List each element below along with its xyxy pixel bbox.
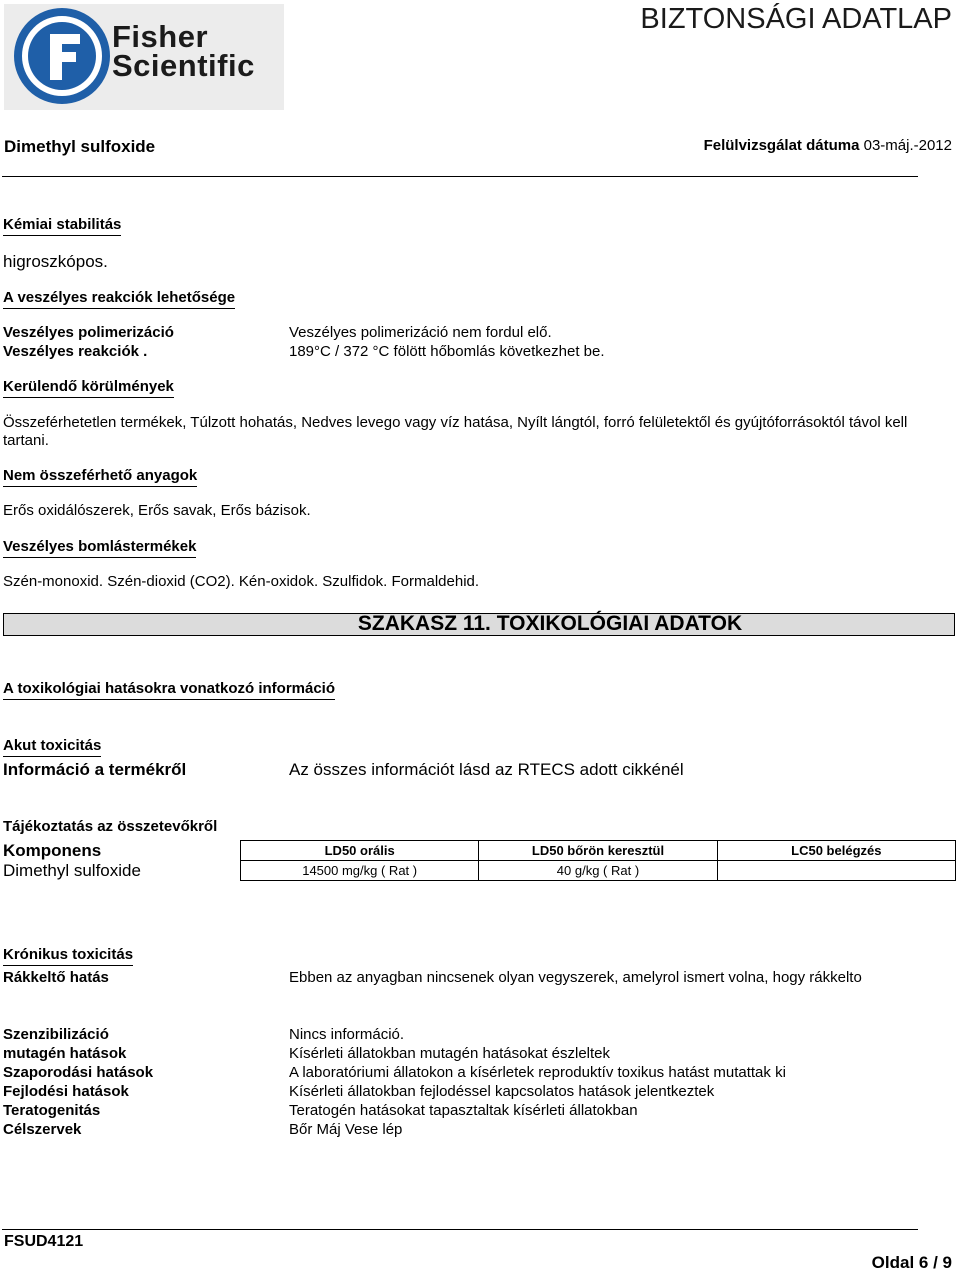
table-header-cell: LD50 orális	[241, 841, 479, 861]
component-name: Dimethyl sulfoxide	[3, 861, 141, 880]
table-cell	[717, 861, 955, 881]
reproductive-label: Szaporodási hatások	[3, 1064, 154, 1081]
mutagenic-label: mutagén hatások	[3, 1045, 127, 1062]
carcinogenic-value: Ebben az anyagban nincsenek olyan vegyszerek, amelyrol ismert volna, hogy rákkelto	[289, 969, 862, 986]
product-info-value: Az összes információt lásd az RTECS adott cikkénél	[289, 760, 684, 779]
components-label: Komponens	[3, 841, 102, 860]
product-name: Dimethyl sulfoxide	[4, 137, 156, 156]
product-info-label: Információ a termékről	[3, 760, 187, 779]
hazardous-reactions-value: 189°C / 372 °C fölött hőbomlás következhet be.	[289, 343, 605, 360]
target-organs-value: Bőr Máj Vese lép	[289, 1121, 403, 1138]
hazardous-polymerization-label: Veszélyes polimerizáció	[3, 324, 174, 341]
ld50-table	[240, 840, 956, 881]
footer-code: FSUD4121	[4, 1233, 84, 1250]
page-number	[872, 1253, 952, 1273]
table-header-cell: LC50 belégzés	[717, 841, 955, 861]
section-title: SZAKASZ 11. TOXIKOLÓGIAI ADATOK	[357, 612, 743, 635]
revision-date	[704, 137, 952, 154]
stability-text: higroszkópos.	[3, 252, 108, 271]
document-title: BIZTONSÁGI ADATLAP	[640, 3, 952, 35]
incompatible-heading: Nem összeférhető anyagok	[3, 467, 197, 487]
revision-date-value: 03-máj.-2012	[863, 137, 952, 154]
conditions-text: Összeférhetetlen termékek, Túlzott hohatás, Nedves levego vagy víz hatása, Nyílt lángtól, forró felületektől és gyújtóforrásoktól távol kell tartani.	[3, 414, 908, 449]
sensitization-value: Nincs információ.	[289, 1026, 405, 1043]
reproductive-value: A laboratóriumi állatokon a kísérletek reproduktív toxikus hatást mutattak ki	[289, 1064, 786, 1081]
target-organs-label: Célszervek	[3, 1121, 82, 1138]
table-cell: 40 g/kg ( Rat )	[479, 861, 717, 881]
table-row	[241, 861, 956, 881]
decomposition-text: Szén-monoxid. Szén-dioxid (CO2). Kén-oxidok. Szulfidok. Formaldehid.	[3, 573, 480, 590]
stability-heading: Kémiai stabilitás	[3, 216, 121, 236]
decomposition-heading: Veszélyes bomlástermékek	[3, 538, 196, 558]
logo-line-1: Fisher	[112, 19, 209, 54]
page-label: Oldal	[871, 1253, 915, 1272]
hazardous-reactions-label: Veszélyes reakciók .	[3, 343, 148, 360]
header-divider	[2, 176, 918, 177]
page-value: 6 / 9	[918, 1253, 952, 1272]
hazardous-reactions-heading: A veszélyes reakciók lehetősége	[3, 289, 235, 309]
revision-label: Felülvizsgálat dátuma	[703, 137, 860, 154]
sensitization-label: Szenzibilizáció	[3, 1026, 109, 1043]
chronic-toxicity-heading: Krónikus toxicitás	[3, 946, 133, 966]
components-heading: Tájékoztatás az összetevőkről	[3, 818, 218, 835]
table-cell: 14500 mg/kg ( Rat )	[241, 861, 479, 881]
footer-divider	[2, 1229, 918, 1230]
developmental-value: Kísérleti állatokban fejlodéssel kapcsolatos hatások jelentkeztek	[289, 1083, 715, 1100]
toxicology-info-heading: A toxikológiai hatásokra vonatkozó információ	[3, 680, 335, 700]
logo-wordmark	[112, 19, 255, 83]
mutagenic-value: Kísérleti állatokban mutagén hatásokat észleltek	[289, 1045, 611, 1062]
carcinogenic-label: Rákkeltő hatás	[3, 969, 109, 986]
table-header-cell: LD50 bőrön keresztül	[479, 841, 717, 861]
logo-line-2: Scientific	[112, 48, 255, 83]
fisher-logo-icon	[14, 8, 110, 104]
teratogenicity-label: Teratogenitás	[3, 1102, 101, 1119]
developmental-label: Fejlodési hatások	[3, 1083, 129, 1100]
conditions-heading: Kerülendő körülmények	[3, 378, 174, 398]
table-header-row	[241, 841, 956, 861]
teratogenicity-value: Teratogén hatásokat tapasztaltak kísérleti állatokban	[289, 1102, 638, 1119]
incompatible-text: Erős oxidálószerek, Erős savak, Erős bázisok.	[3, 502, 311, 519]
hazardous-polymerization-value: Veszélyes polimerizáció nem fordul elő.	[289, 324, 552, 341]
acute-toxicity-heading: Akut toxicitás	[3, 737, 101, 757]
